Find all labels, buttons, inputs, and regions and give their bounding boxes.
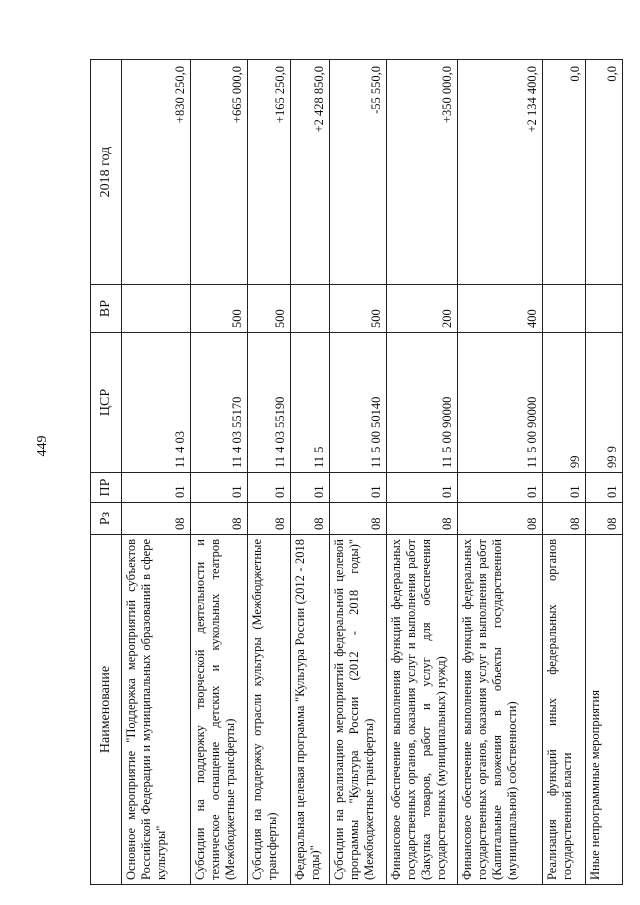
row-rz: 08 (291, 503, 330, 535)
row-rz: 08 (330, 503, 387, 535)
row-rz: 08 (458, 503, 543, 535)
row-rz: 08 (248, 503, 291, 535)
row-pr: 01 (191, 473, 248, 503)
row-sum: 0,0 (586, 60, 623, 285)
row-sum: 0,0 (543, 60, 586, 285)
rotated-table-container (90, 60, 619, 885)
row-pr: 01 (458, 473, 543, 503)
header-vr: ВР (91, 285, 122, 333)
table-row (586, 60, 623, 885)
table-row (543, 60, 586, 885)
row-name: Субсидия на поддержку отрасли культуры (Межбюджетные трансферты) (248, 535, 291, 885)
row-csr: 11 5 (291, 333, 330, 473)
row-csr: 99 9 (586, 333, 623, 473)
budget-table (90, 59, 623, 885)
row-pr: 01 (387, 473, 458, 503)
row-csr: 11 4 03 55190 (248, 333, 291, 473)
row-name: Субсидии на поддержку творческой деятельности и техническое оснащение детских и кукольных театров (Межбюджетные трансферты) (191, 535, 248, 885)
row-vr (543, 285, 586, 333)
header-pr: ПР (91, 473, 122, 503)
header-rz: Рз (91, 503, 122, 535)
table-row (191, 60, 248, 885)
row-pr: 01 (330, 473, 387, 503)
row-vr: 200 (387, 285, 458, 333)
page-number: 449 (35, 435, 50, 457)
table-row (291, 60, 330, 885)
row-vr (122, 285, 191, 333)
row-csr: 11 4 03 55170 (191, 333, 248, 473)
row-sum: +350 000,0 (387, 60, 458, 285)
header-csr: ЦСР (91, 333, 122, 473)
table-row (248, 60, 291, 885)
row-pr: 01 (543, 473, 586, 503)
row-vr: 500 (191, 285, 248, 333)
table-row (387, 60, 458, 885)
row-vr: 500 (248, 285, 291, 333)
row-pr: 01 (586, 473, 623, 503)
row-sum: +830 250,0 (122, 60, 191, 285)
row-vr: 400 (458, 285, 543, 333)
row-rz: 08 (543, 503, 586, 535)
row-rz: 08 (387, 503, 458, 535)
row-sum: +165 250,0 (248, 60, 291, 285)
row-name: Иные непрограммные мероприятия (586, 535, 623, 885)
row-rz: 08 (122, 503, 191, 535)
row-vr: 500 (330, 285, 387, 333)
table-row (458, 60, 543, 885)
row-name: Субсидии на реализацию мероприятий федеральной целевой программы "Культура России (2012 - 2018 годы)" (Межбюджетные трансферты) (330, 535, 387, 885)
row-name: Реализация функций иных федеральных органов государственной власти (543, 535, 586, 885)
row-pr: 01 (248, 473, 291, 503)
row-sum: +2 428 850,0 (291, 60, 330, 285)
row-name: Федеральная целевая программа "Культура России (2012 - 2018 годы)" (291, 535, 330, 885)
row-rz: 08 (191, 503, 248, 535)
row-name: Финансовое обеспечение выполнения функций федеральных государственных органов, оказания услуг и выполнения работ (Капитальные вложения в объекты государственной (муниципальной) собственности) (458, 535, 543, 885)
row-vr (586, 285, 623, 333)
table-row (330, 60, 387, 885)
table-header-row (91, 60, 122, 885)
row-vr (291, 285, 330, 333)
row-sum: +2 134 400,0 (458, 60, 543, 285)
document-sheet (90, 60, 619, 885)
table-row (122, 60, 191, 885)
row-name: Основное мероприятие "Поддержка мероприятий субъектов Российской Федерации и муниципальных образований в сфере культуры" (122, 535, 191, 885)
row-csr: 11 4 03 (122, 333, 191, 473)
row-csr: 11 5 00 50140 (330, 333, 387, 473)
row-pr: 01 (291, 473, 330, 503)
header-name: Наименование (91, 535, 122, 885)
row-csr: 99 (543, 333, 586, 473)
row-pr: 01 (122, 473, 191, 503)
row-name: Финансовое обеспечение выполнения функций федеральных государственных органов, оказания услуг и выполнения работ (Закупка товаров, работ и услуг для обеспечения государственных (муниципальных) нужд) (387, 535, 458, 885)
row-rz: 08 (586, 503, 623, 535)
row-csr: 11 5 00 90000 (458, 333, 543, 473)
row-csr: 11 5 00 90000 (387, 333, 458, 473)
row-sum: -55 550,0 (330, 60, 387, 285)
header-sum: 2018 год (91, 60, 122, 285)
row-sum: +665 000,0 (191, 60, 248, 285)
